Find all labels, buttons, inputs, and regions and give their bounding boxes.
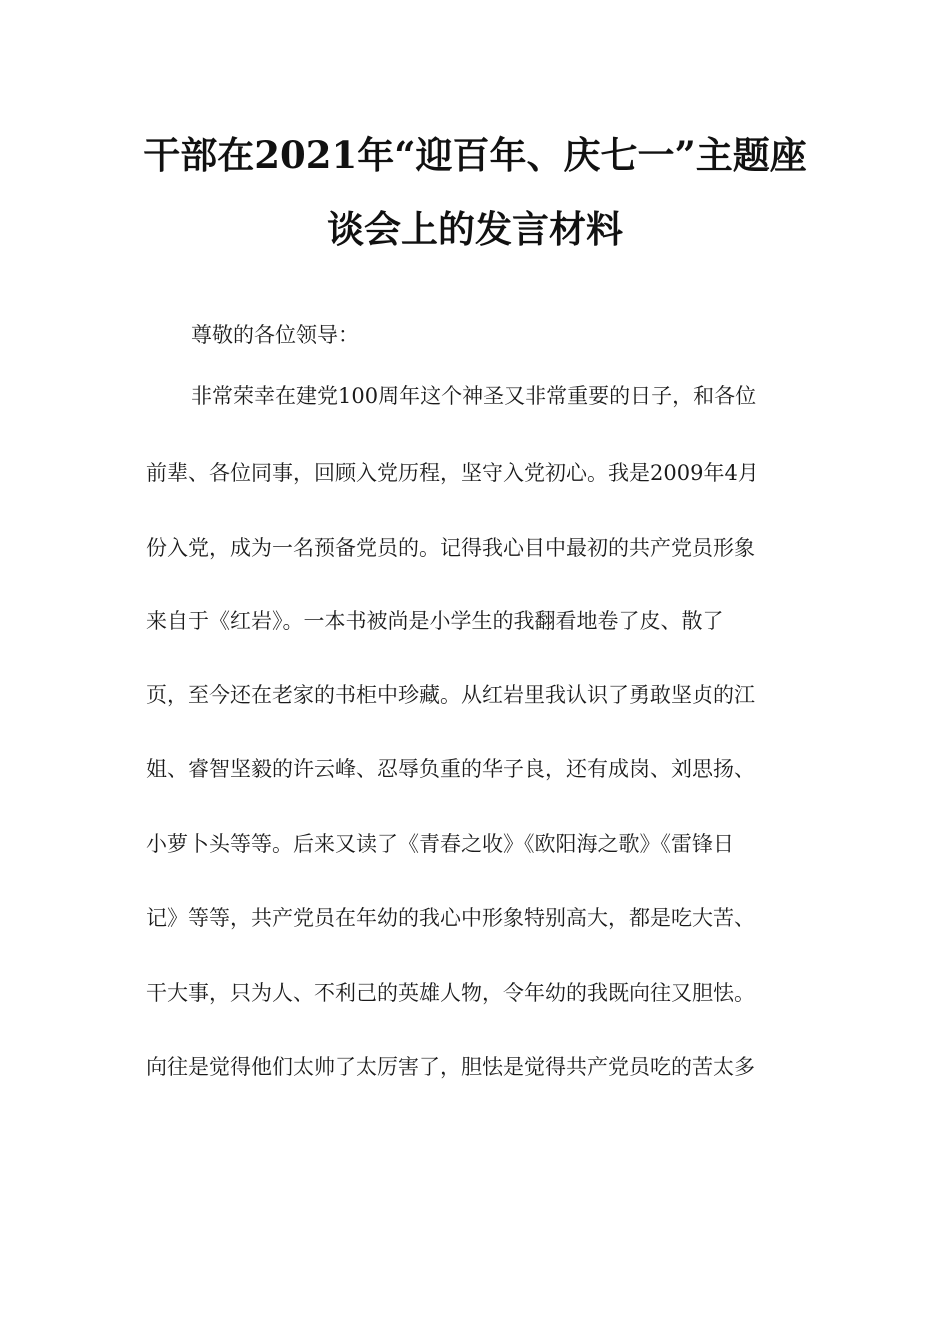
body-line: 非常荣幸在建党100周年这个神圣又非常重要的日子，和各位 [191,384,757,408]
body-line: 姐、睿智坚毅的许云峰、忍辱负重的华子良，还有成岗、刘思扬、 [146,757,755,781]
body-line: 小萝卜头等等。后来又读了《青春之收》《欧阳海之歌》《雷锋日 [146,832,734,856]
document-title-line-1: 干部在2021年“迎百年、庆七一”主题座 [143,133,807,177]
body-line: 页，至今还在老家的书柜中珍藏。从红岩里我认识了勇敢坚贞的江 [146,683,755,707]
body-line: 记》等等，共产党员在年幼的我心中形象特别高大，都是吃大苦、 [146,906,755,930]
body-line: 向往是觉得他们太帅了太厉害了，胆怯是觉得共产党员吃的苦太多 [146,1055,755,1079]
body-line: 前辈、各位同事，回顾入党历程，坚守入党初心。我是2009年4月 [146,461,759,485]
body-line: 干大事，只为人、不利己的英雄人物，令年幼的我既向往又胆怯。 [146,981,755,1005]
body-line: 份入党，成为一名预备党员的。记得我心目中最初的共产党员形象 [146,536,755,560]
salutation: 尊敬的各位领导： [191,323,359,347]
document-title-line-2: 谈会上的发言材料 [327,207,623,251]
body-line: 来自于《红岩》。一本书被尚是小学生的我翻看地卷了皮、散了 [146,609,724,633]
